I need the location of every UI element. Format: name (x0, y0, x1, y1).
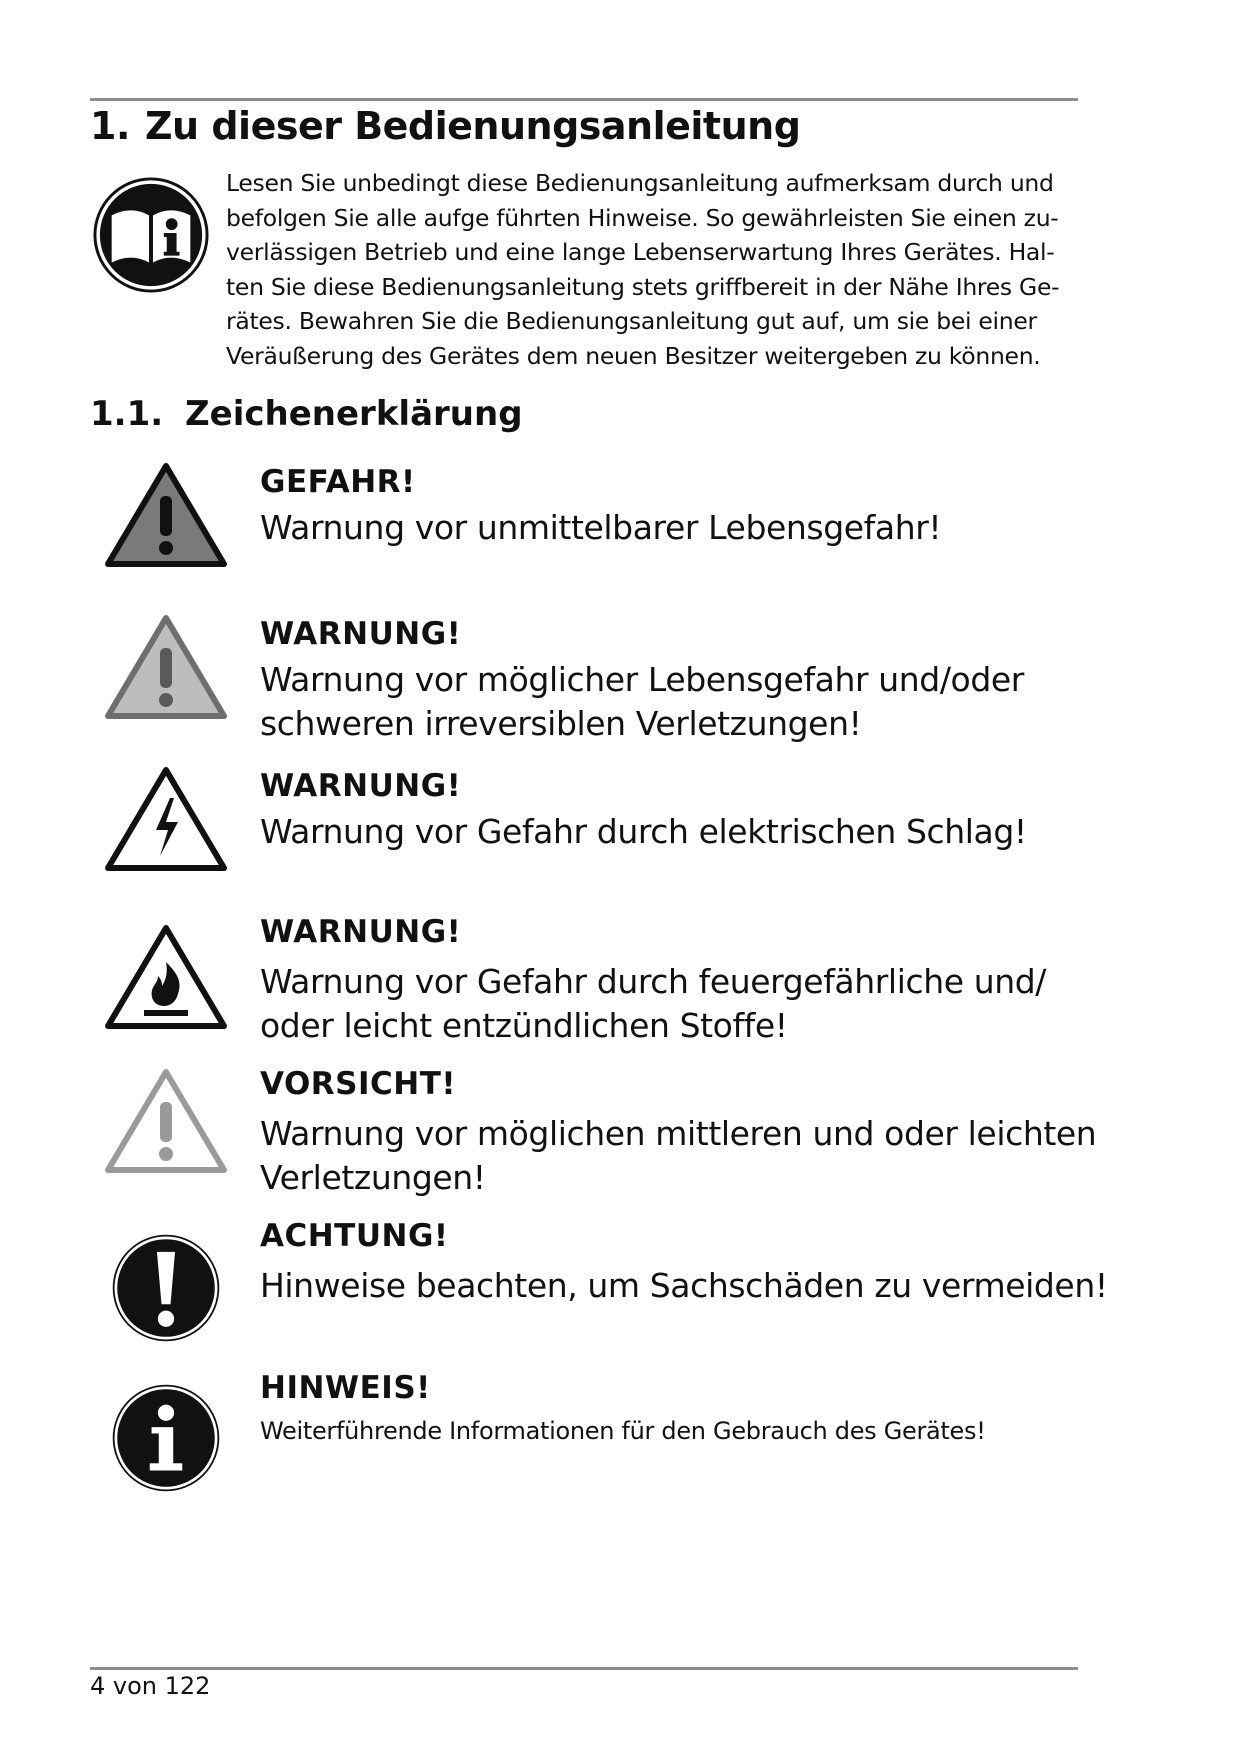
section-title: 1.1. Zeichenerklärung (90, 394, 523, 434)
entry-description: Warnung vor Gefahr durch elektrischen Schlag! (260, 812, 1027, 851)
entry-title: GEFAHR! (260, 464, 416, 500)
entry-description: Weiterführende Informationen für den Gebrauch des Gerätes! (260, 1417, 986, 1445)
danger-triangle-icon (104, 460, 228, 572)
entry-title: WARNUNG! (260, 616, 462, 652)
entry-description: Warnung vor unmittelbarer Lebensgefahr! (260, 508, 942, 547)
page-title: 1. Zu dieser Bedienungsanleitung (90, 104, 801, 148)
entry-description: Warnung vor Gefahr durch feuergefährliche und/ oder leicht entzündlichen Stoffe! (260, 962, 1047, 1045)
entry-title: WARNUNG! (260, 768, 462, 804)
entry-description: Hinweise beachten, um Sachschäden zu vermeiden! (260, 1266, 1108, 1305)
electric-shock-icon (104, 764, 228, 876)
warning-triangle-icon (104, 612, 228, 724)
flammable-icon (104, 922, 228, 1034)
entry-title: ACHTUNG! (260, 1218, 449, 1254)
top-rule (90, 98, 1078, 101)
intro-paragraph: Lesen Sie unbedingt diese Bedienungsanleitung aufmerksam durch und befolgen Sie alle aufge führten Hinweise. So gewährleisten Sie einen zu- verlässigen Betrieb und eine lange Lebenserwartung Ihres Gerätes. Hal- ten Sie diese Bedienungsanleitung stets griffbereit in der Nähe Ihres Ge- rätes. Bewahren Sie die Bedienungsanleitung gut auf, um sie bei einer Veräußerung des Gerätes dem neuen Besitzer weitergeben zu können. (226, 169, 1060, 370)
entry-title: VORSICHT! (260, 1066, 457, 1102)
caution-triangle-icon (104, 1066, 228, 1178)
entry-title: WARNUNG! (260, 914, 462, 950)
entry-description: Warnung vor möglichen mittleren und oder leichten Verletzungen! (260, 1114, 1097, 1197)
entry-description: Warnung vor möglicher Lebensgefahr und/oder schweren irreversiblen Verletzungen! (260, 660, 1024, 743)
manual-info-icon (92, 176, 210, 294)
info-circle-icon (104, 1382, 228, 1494)
page-number: 4 von 122 (90, 1672, 211, 1700)
bottom-rule (90, 1667, 1078, 1670)
attention-exclamation-icon (104, 1232, 228, 1344)
entry-title: HINWEIS! (260, 1370, 431, 1406)
